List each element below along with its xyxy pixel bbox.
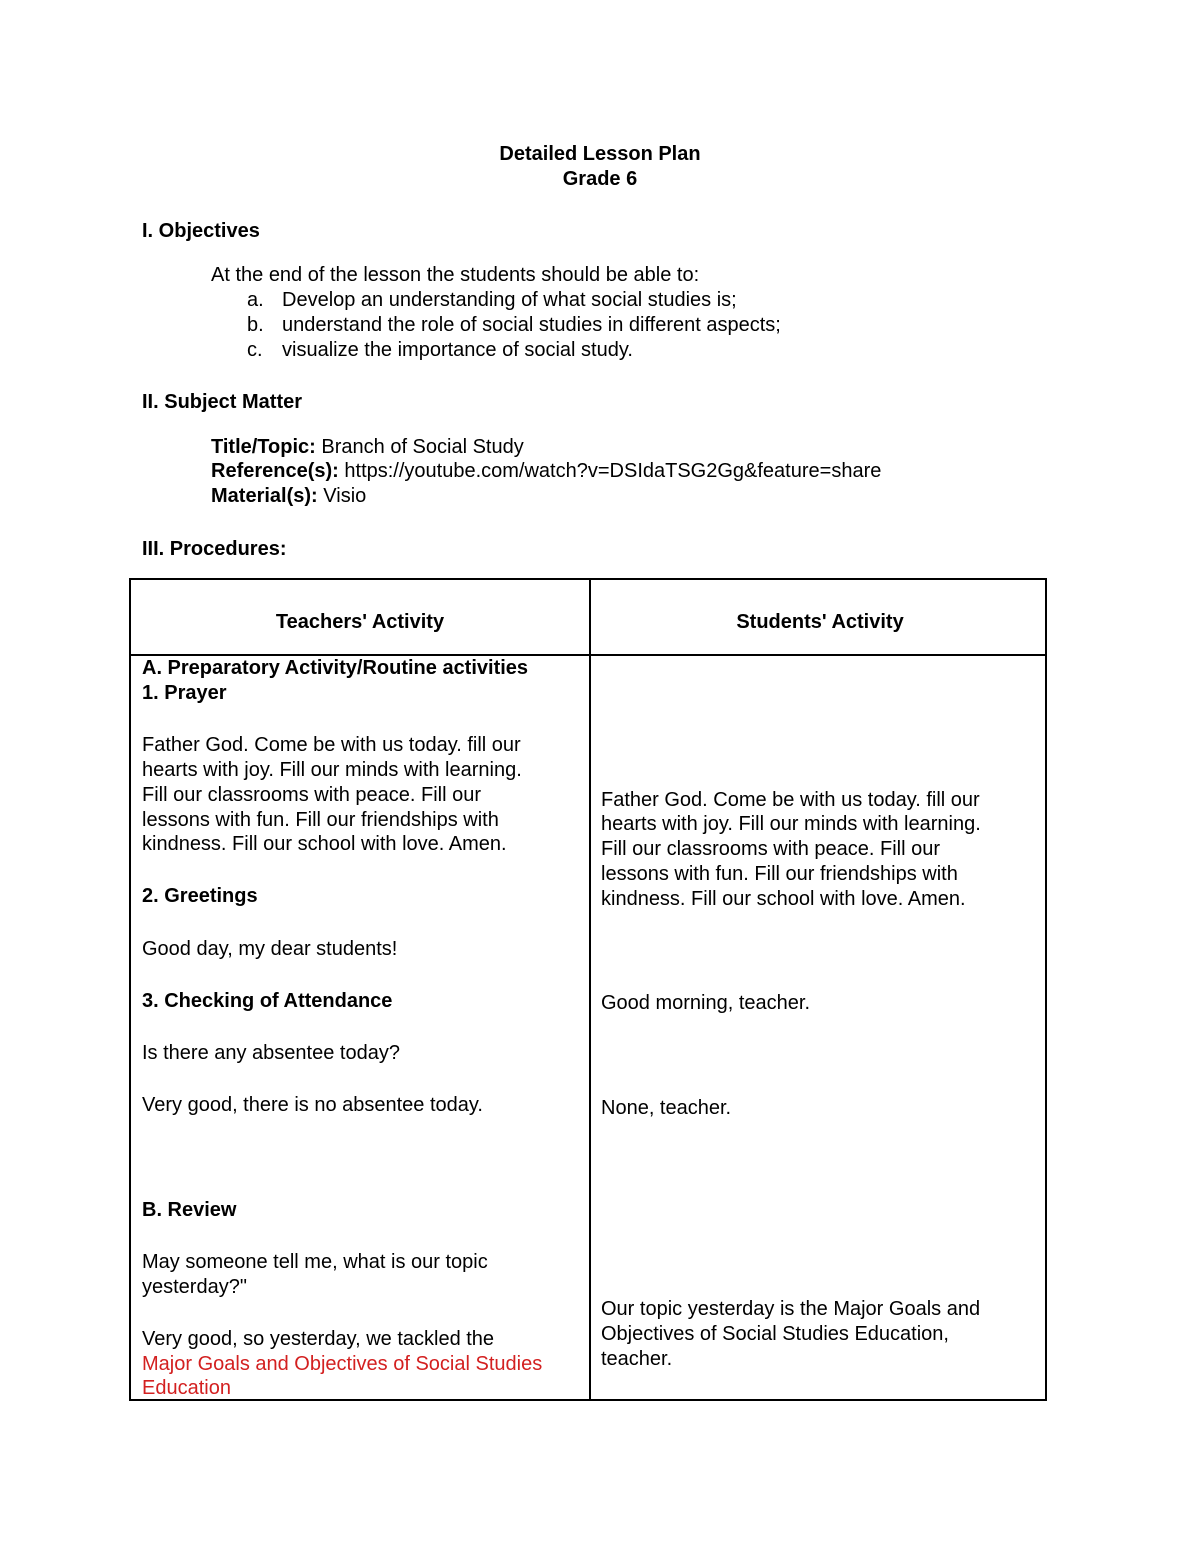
student-prayer-line: Father God. Come be with us today. fill our — [601, 789, 980, 811]
student-attendance-reply: None, teacher. — [601, 1097, 732, 1119]
preparatory-activity-heading: A. Preparatory Activity/Routine activities — [142, 657, 529, 679]
attendance-question: Is there any absentee today? — [142, 1042, 400, 1064]
subject-matter-heading: II. Subject Matter — [142, 391, 303, 413]
materials-value: Visio — [323, 485, 367, 507]
objective-item: visualize the importance of social study. — [282, 339, 633, 361]
student-prayer-line: lessons with fun. Fill our friendships with — [601, 863, 958, 885]
objective-letter: a. — [247, 289, 264, 311]
objective-letter: c. — [247, 339, 263, 361]
review-highlight-line: Major Goals and Objectives of Social Studies — [142, 1353, 543, 1375]
review-heading: B. Review — [142, 1199, 237, 1221]
student-prayer-line: hearts with joy. Fill our minds with learning. — [601, 813, 981, 835]
greetings-heading: 2. Greetings — [142, 885, 258, 907]
review-question-line: May someone tell me, what is our topic — [142, 1251, 488, 1273]
objectives-heading: I. Objectives — [142, 220, 260, 242]
student-prayer-line: Fill our classrooms with peace. Fill our — [601, 838, 940, 860]
materials-label: Material(s): — [211, 485, 318, 507]
procedures-heading: III. Procedures: — [142, 538, 287, 560]
review-response-line: Very good, so yesterday, we tackled the — [142, 1328, 495, 1350]
student-greeting-reply: Good morning, teacher. — [601, 992, 811, 1014]
teacher-prayer-line: kindness. Fill our school with love. Amen. — [142, 833, 507, 855]
review-highlight-line: Education — [142, 1377, 231, 1399]
teacher-greeting: Good day, my dear students! — [142, 938, 398, 960]
review-question-line: yesterday?" — [142, 1276, 247, 1298]
objective-letter: b. — [247, 314, 264, 336]
teacher-prayer-line: Fill our classrooms with peace. Fill our — [142, 784, 481, 806]
attendance-response: Very good, there is no absentee today. — [142, 1094, 483, 1116]
title-topic-row — [211, 435, 524, 460]
student-prayer-line: kindness. Fill our school with love. Amen. — [601, 888, 966, 910]
table-column-divider — [589, 580, 591, 1399]
attendance-heading: 3. Checking of Attendance — [142, 990, 393, 1012]
prayer-heading: 1. Prayer — [142, 682, 227, 704]
student-review-reply-line: Objectives of Social Studies Education, — [601, 1323, 949, 1345]
teacher-prayer-line: lessons with fun. Fill our friendships with — [142, 809, 499, 831]
teacher-prayer-line: Father God. Come be with us today. fill our — [142, 734, 521, 756]
student-review-reply-line: Our topic yesterday is the Major Goals and — [601, 1298, 981, 1320]
reference-label: Reference(s): — [211, 460, 339, 482]
teacher-prayer-line: hearts with joy. Fill our minds with learning. — [142, 759, 522, 781]
title-topic-label: Title/Topic: — [211, 436, 316, 458]
students-activity-header: Students' Activity — [736, 611, 904, 633]
reference-link[interactable]: https://youtube.com/watch?v=DSIdaTSG2Gg&feature=share — [344, 460, 882, 482]
objective-item: understand the role of social studies in different aspects; — [282, 314, 781, 336]
materials-row — [211, 484, 366, 509]
document-title: Detailed Lesson Plan — [499, 143, 701, 165]
student-review-reply-line: teacher. — [601, 1348, 673, 1370]
title-topic-value: Branch of Social Study — [321, 436, 524, 458]
teachers-activity-header: Teachers' Activity — [275, 611, 445, 633]
objective-item: Develop an understanding of what social studies is; — [282, 289, 737, 311]
procedures-table — [129, 578, 1047, 1401]
document-grade: Grade 6 — [562, 168, 638, 190]
reference-row — [211, 459, 881, 484]
objectives-intro: At the end of the lesson the students should be able to: — [211, 264, 700, 286]
